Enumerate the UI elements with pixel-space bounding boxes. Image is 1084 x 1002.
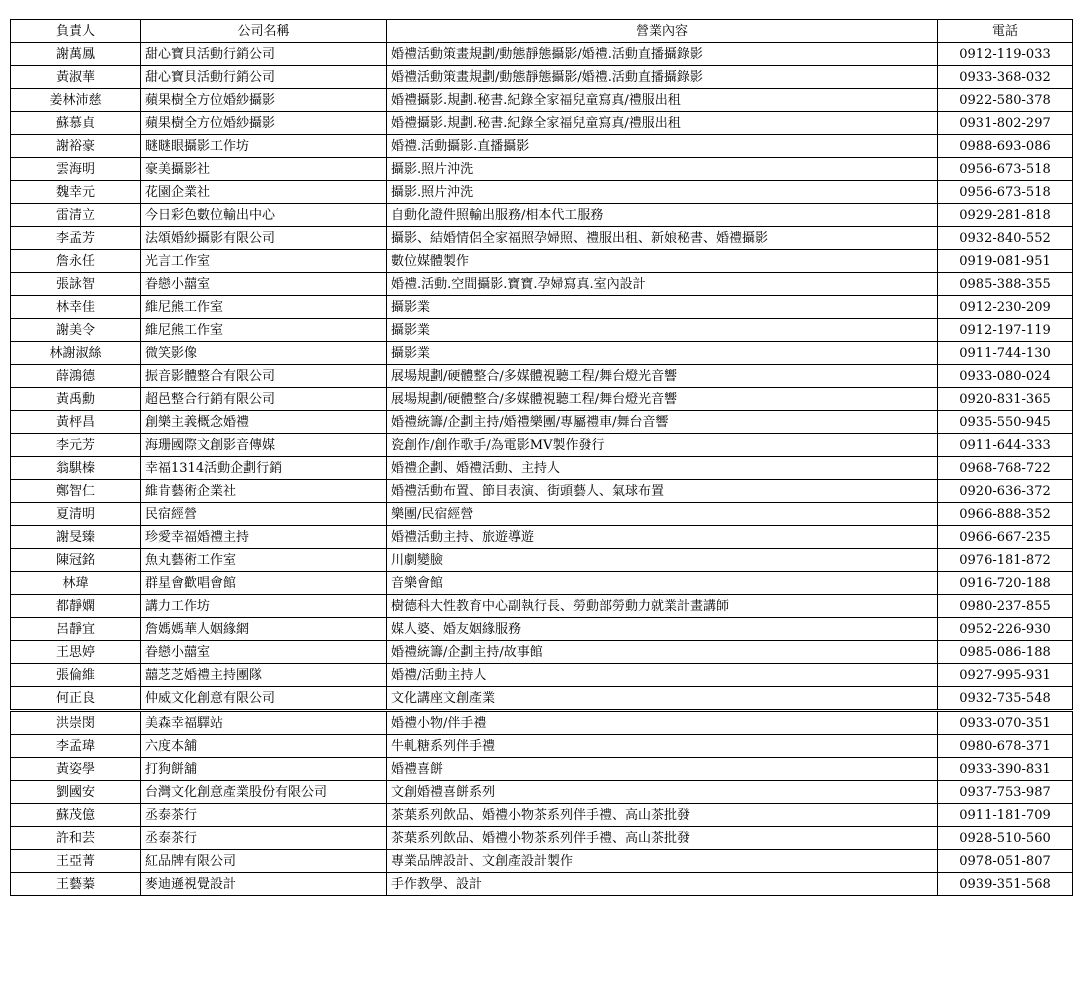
cell-phone: 0912-197-119 xyxy=(938,319,1073,342)
cell-company: 魚丸藝術工作室 xyxy=(141,549,387,572)
cell-company: 六度本舖 xyxy=(141,735,387,758)
table-row xyxy=(11,296,1073,319)
cell-phone: 0976-181-872 xyxy=(938,549,1073,572)
cell-business: 婚禮.活動攝影.直播攝影 xyxy=(387,135,938,158)
cell-phone: 0912-230-209 xyxy=(938,296,1073,319)
cell-business: 媒人婆、婚友姻緣服務 xyxy=(387,618,938,641)
cell-company: 維尼熊工作室 xyxy=(141,296,387,319)
cell-phone: 0985-086-188 xyxy=(938,641,1073,664)
cell-company: 講力工作坊 xyxy=(141,595,387,618)
cell-phone: 0978-051-807 xyxy=(938,850,1073,873)
table-row xyxy=(11,342,1073,365)
cell-person: 李孟瑋 xyxy=(11,735,141,758)
table-row xyxy=(11,181,1073,204)
cell-person: 許和芸 xyxy=(11,827,141,850)
cell-phone: 0911-644-333 xyxy=(938,434,1073,457)
cell-phone: 0939-351-568 xyxy=(938,873,1073,896)
table-row xyxy=(11,572,1073,595)
cell-person: 薛鴻德 xyxy=(11,365,141,388)
cell-phone: 0985-388-355 xyxy=(938,273,1073,296)
table-row xyxy=(11,434,1073,457)
cell-person: 都靜嫻 xyxy=(11,595,141,618)
cell-business: 川劇變臉 xyxy=(387,549,938,572)
table-body xyxy=(11,43,1073,896)
cell-business: 文化講座文創產業 xyxy=(387,687,938,711)
cell-company: 維肯藝術企業社 xyxy=(141,480,387,503)
table-row xyxy=(11,781,1073,804)
cell-business: 婚禮企劃、婚禮活動、主持人 xyxy=(387,457,938,480)
cell-business: 婚禮.活動.空間攝影.寶寶.孕婦寫真.室內設計 xyxy=(387,273,938,296)
vendor-table xyxy=(10,19,1073,896)
cell-person: 鄭智仁 xyxy=(11,480,141,503)
cell-person: 何正良 xyxy=(11,687,141,711)
cell-company: 甜心寶貝活動行銷公司 xyxy=(141,43,387,66)
cell-company: 幸福1314活動企劃行銷 xyxy=(141,457,387,480)
cell-business: 音樂會館 xyxy=(387,572,938,595)
header-business: 營業內容 xyxy=(387,20,938,43)
cell-phone: 0935-550-945 xyxy=(938,411,1073,434)
cell-person: 謝美令 xyxy=(11,319,141,342)
table-row xyxy=(11,618,1073,641)
cell-phone: 0928-510-560 xyxy=(938,827,1073,850)
cell-phone: 0988-693-086 xyxy=(938,135,1073,158)
cell-person: 黃枰昌 xyxy=(11,411,141,434)
table-row xyxy=(11,388,1073,411)
cell-person: 陳冠銘 xyxy=(11,549,141,572)
cell-person: 李孟芳 xyxy=(11,227,141,250)
cell-business: 婚禮活動策畫規劃/動態靜態攝影/婚禮.活動直播攝錄影 xyxy=(387,43,938,66)
table-row xyxy=(11,227,1073,250)
cell-business: 手作教學、設計 xyxy=(387,873,938,896)
cell-company: 丞泰茶行 xyxy=(141,827,387,850)
cell-business: 瓷創作/創作歌手/為電影MV製作發行 xyxy=(387,434,938,457)
cell-phone: 0929-281-818 xyxy=(938,204,1073,227)
cell-business: 攝影業 xyxy=(387,319,938,342)
cell-person: 黃姿學 xyxy=(11,758,141,781)
cell-person: 夏清明 xyxy=(11,503,141,526)
cell-business: 展場規劃/硬體整合/多媒體視聽工程/舞台燈光音響 xyxy=(387,388,938,411)
cell-phone: 0911-181-709 xyxy=(938,804,1073,827)
table-row xyxy=(11,687,1073,711)
table-row xyxy=(11,158,1073,181)
cell-business: 茶葉系列飲品、婚禮小物茶系列伴手禮、高山茶批發 xyxy=(387,827,938,850)
cell-company: 維尼熊工作室 xyxy=(141,319,387,342)
cell-company: 今日彩色數位輸出中心 xyxy=(141,204,387,227)
cell-person: 蘇茂億 xyxy=(11,804,141,827)
cell-business: 攝影.照片沖洗 xyxy=(387,158,938,181)
cell-business: 文創婚禮喜餅系列 xyxy=(387,781,938,804)
cell-person: 林謝淑絲 xyxy=(11,342,141,365)
table-row xyxy=(11,526,1073,549)
cell-person: 呂靜宜 xyxy=(11,618,141,641)
cell-business: 攝影業 xyxy=(387,296,938,319)
cell-phone: 0931-802-297 xyxy=(938,112,1073,135)
cell-business: 數位媒體製作 xyxy=(387,250,938,273)
cell-company: 蘋果樹全方位婚紗攝影 xyxy=(141,112,387,135)
cell-business: 婚禮活動主持、旅遊導遊 xyxy=(387,526,938,549)
cell-phone: 0920-831-365 xyxy=(938,388,1073,411)
cell-company: 超邑整合行銷有限公司 xyxy=(141,388,387,411)
cell-business: 專業品牌設計、文創產設計製作 xyxy=(387,850,938,873)
header-person: 負責人 xyxy=(11,20,141,43)
cell-phone: 0932-735-548 xyxy=(938,687,1073,711)
cell-person: 詹永任 xyxy=(11,250,141,273)
cell-phone: 0956-673-518 xyxy=(938,158,1073,181)
cell-company: 花園企業社 xyxy=(141,181,387,204)
cell-phone: 0933-080-024 xyxy=(938,365,1073,388)
cell-company: 群星會歡唱會館 xyxy=(141,572,387,595)
cell-company: 美森幸福驛站 xyxy=(141,711,387,735)
table-row xyxy=(11,43,1073,66)
table-row xyxy=(11,365,1073,388)
cell-company: 瞇瞇眼攝影工作坊 xyxy=(141,135,387,158)
table-row xyxy=(11,411,1073,434)
cell-company: 創樂主義概念婚禮 xyxy=(141,411,387,434)
table-row xyxy=(11,595,1073,618)
cell-phone: 0968-768-722 xyxy=(938,457,1073,480)
cell-phone: 0937-753-987 xyxy=(938,781,1073,804)
cell-phone: 0919-081-951 xyxy=(938,250,1073,273)
table-row xyxy=(11,641,1073,664)
table-row xyxy=(11,89,1073,112)
cell-person: 蘇慕貞 xyxy=(11,112,141,135)
cell-company: 微笑影像 xyxy=(141,342,387,365)
header-row xyxy=(11,20,1073,43)
cell-phone: 0932-840-552 xyxy=(938,227,1073,250)
cell-phone: 0966-667-235 xyxy=(938,526,1073,549)
table-row xyxy=(11,549,1073,572)
cell-company: 仲威文化創意有限公司 xyxy=(141,687,387,711)
cell-business: 婚禮攝影.規劃.秘書.紀錄全家福兒童寫真/禮服出租 xyxy=(387,89,938,112)
cell-business: 自動化證件照輸出服務/相本代工服務 xyxy=(387,204,938,227)
table-row xyxy=(11,804,1073,827)
cell-phone: 0956-673-518 xyxy=(938,181,1073,204)
cell-phone: 0933-070-351 xyxy=(938,711,1073,735)
cell-phone: 0916-720-188 xyxy=(938,572,1073,595)
cell-person: 張詠智 xyxy=(11,273,141,296)
cell-company: 眷戀小囍室 xyxy=(141,641,387,664)
cell-company: 紅品牌有限公司 xyxy=(141,850,387,873)
cell-company: 振音影體整合有限公司 xyxy=(141,365,387,388)
cell-person: 謝萬鳳 xyxy=(11,43,141,66)
cell-phone: 0933-390-831 xyxy=(938,758,1073,781)
table-row xyxy=(11,664,1073,687)
cell-business: 婚禮/活動主持人 xyxy=(387,664,938,687)
table-row xyxy=(11,850,1073,873)
cell-person: 王藝蓁 xyxy=(11,873,141,896)
cell-person: 黃禹勳 xyxy=(11,388,141,411)
cell-business: 攝影業 xyxy=(387,342,938,365)
cell-person: 翁騏榛 xyxy=(11,457,141,480)
cell-person: 謝裕豪 xyxy=(11,135,141,158)
cell-person: 姜林沛慈 xyxy=(11,89,141,112)
cell-company: 蘋果樹全方位婚紗攝影 xyxy=(141,89,387,112)
table-row xyxy=(11,711,1073,735)
cell-company: 豪美攝影社 xyxy=(141,158,387,181)
cell-business: 攝影.照片沖洗 xyxy=(387,181,938,204)
table-row xyxy=(11,480,1073,503)
cell-phone: 0933-368-032 xyxy=(938,66,1073,89)
table-row xyxy=(11,204,1073,227)
cell-phone: 0922-580-378 xyxy=(938,89,1073,112)
table-row xyxy=(11,250,1073,273)
cell-business: 婚禮攝影.規劃.秘書.紀錄全家福兒童寫真/禮服出租 xyxy=(387,112,938,135)
cell-person: 林瑋 xyxy=(11,572,141,595)
cell-phone: 0980-237-855 xyxy=(938,595,1073,618)
cell-person: 黃淑華 xyxy=(11,66,141,89)
cell-business: 婚禮活動策畫規劃/動態靜態攝影/婚禮.活動直播攝錄影 xyxy=(387,66,938,89)
table-row xyxy=(11,457,1073,480)
cell-business: 婚禮小物/伴手禮 xyxy=(387,711,938,735)
cell-phone: 0911-744-130 xyxy=(938,342,1073,365)
cell-business: 攝影、結婚情侶全家福照孕婦照、禮服出租、新娘秘書、婚禮攝影 xyxy=(387,227,938,250)
header-company: 公司名稱 xyxy=(141,20,387,43)
cell-business: 婚禮統籌/企劃主持/故事館 xyxy=(387,641,938,664)
cell-person: 林幸佳 xyxy=(11,296,141,319)
table-row xyxy=(11,735,1073,758)
cell-person: 魏幸元 xyxy=(11,181,141,204)
cell-company: 麥迪遜視覺設計 xyxy=(141,873,387,896)
table-row xyxy=(11,873,1073,896)
cell-person: 謝旻臻 xyxy=(11,526,141,549)
cell-phone: 0920-636-372 xyxy=(938,480,1073,503)
table-row xyxy=(11,503,1073,526)
cell-company: 囍芝芝婚禮主持團隊 xyxy=(141,664,387,687)
cell-company: 丞泰茶行 xyxy=(141,804,387,827)
cell-business: 婚禮統籌/企劃主持/婚禮樂團/專屬禮車/舞台音響 xyxy=(387,411,938,434)
table-row xyxy=(11,827,1073,850)
cell-company: 海珊國際文創影音傳媒 xyxy=(141,434,387,457)
cell-company: 打狗餅舖 xyxy=(141,758,387,781)
cell-company: 甜心寶貝活動行銷公司 xyxy=(141,66,387,89)
cell-person: 王思婷 xyxy=(11,641,141,664)
cell-person: 洪崇閔 xyxy=(11,711,141,735)
cell-company: 珍愛幸福婚禮主持 xyxy=(141,526,387,549)
table-row xyxy=(11,112,1073,135)
cell-business: 牛軋糖系列伴手禮 xyxy=(387,735,938,758)
cell-person: 張倫維 xyxy=(11,664,141,687)
cell-phone: 0912-119-033 xyxy=(938,43,1073,66)
table-row xyxy=(11,66,1073,89)
cell-phone: 0952-226-930 xyxy=(938,618,1073,641)
table-row xyxy=(11,273,1073,296)
cell-person: 李元芳 xyxy=(11,434,141,457)
cell-company: 民宿經營 xyxy=(141,503,387,526)
cell-business: 樹德科大性教育中心副執行長、勞動部勞動力就業計畫講師 xyxy=(387,595,938,618)
cell-phone: 0966-888-352 xyxy=(938,503,1073,526)
cell-company: 詹媽媽華人姻緣網 xyxy=(141,618,387,641)
cell-person: 雲海明 xyxy=(11,158,141,181)
cell-business: 婚禮活動布置、節目表演、街頭藝人、氣球布置 xyxy=(387,480,938,503)
cell-business: 茶葉系列飲品、婚禮小物茶系列伴手禮、高山茶批發 xyxy=(387,804,938,827)
cell-company: 台灣文化創意產業股份有限公司 xyxy=(141,781,387,804)
table-row xyxy=(11,758,1073,781)
cell-person: 王亞菁 xyxy=(11,850,141,873)
table-row xyxy=(11,135,1073,158)
cell-company: 光言工作室 xyxy=(141,250,387,273)
cell-company: 法頌婚紗攝影有限公司 xyxy=(141,227,387,250)
header-phone: 電話 xyxy=(938,20,1073,43)
cell-person: 劉國安 xyxy=(11,781,141,804)
cell-company: 眷戀小囍室 xyxy=(141,273,387,296)
table-row xyxy=(11,319,1073,342)
cell-phone: 0980-678-371 xyxy=(938,735,1073,758)
cell-business: 樂團/民宿經營 xyxy=(387,503,938,526)
cell-person: 雷清立 xyxy=(11,204,141,227)
cell-phone: 0927-995-931 xyxy=(938,664,1073,687)
cell-business: 婚禮喜餅 xyxy=(387,758,938,781)
cell-business: 展場規劃/硬體整合/多媒體視聽工程/舞台燈光音響 xyxy=(387,365,938,388)
